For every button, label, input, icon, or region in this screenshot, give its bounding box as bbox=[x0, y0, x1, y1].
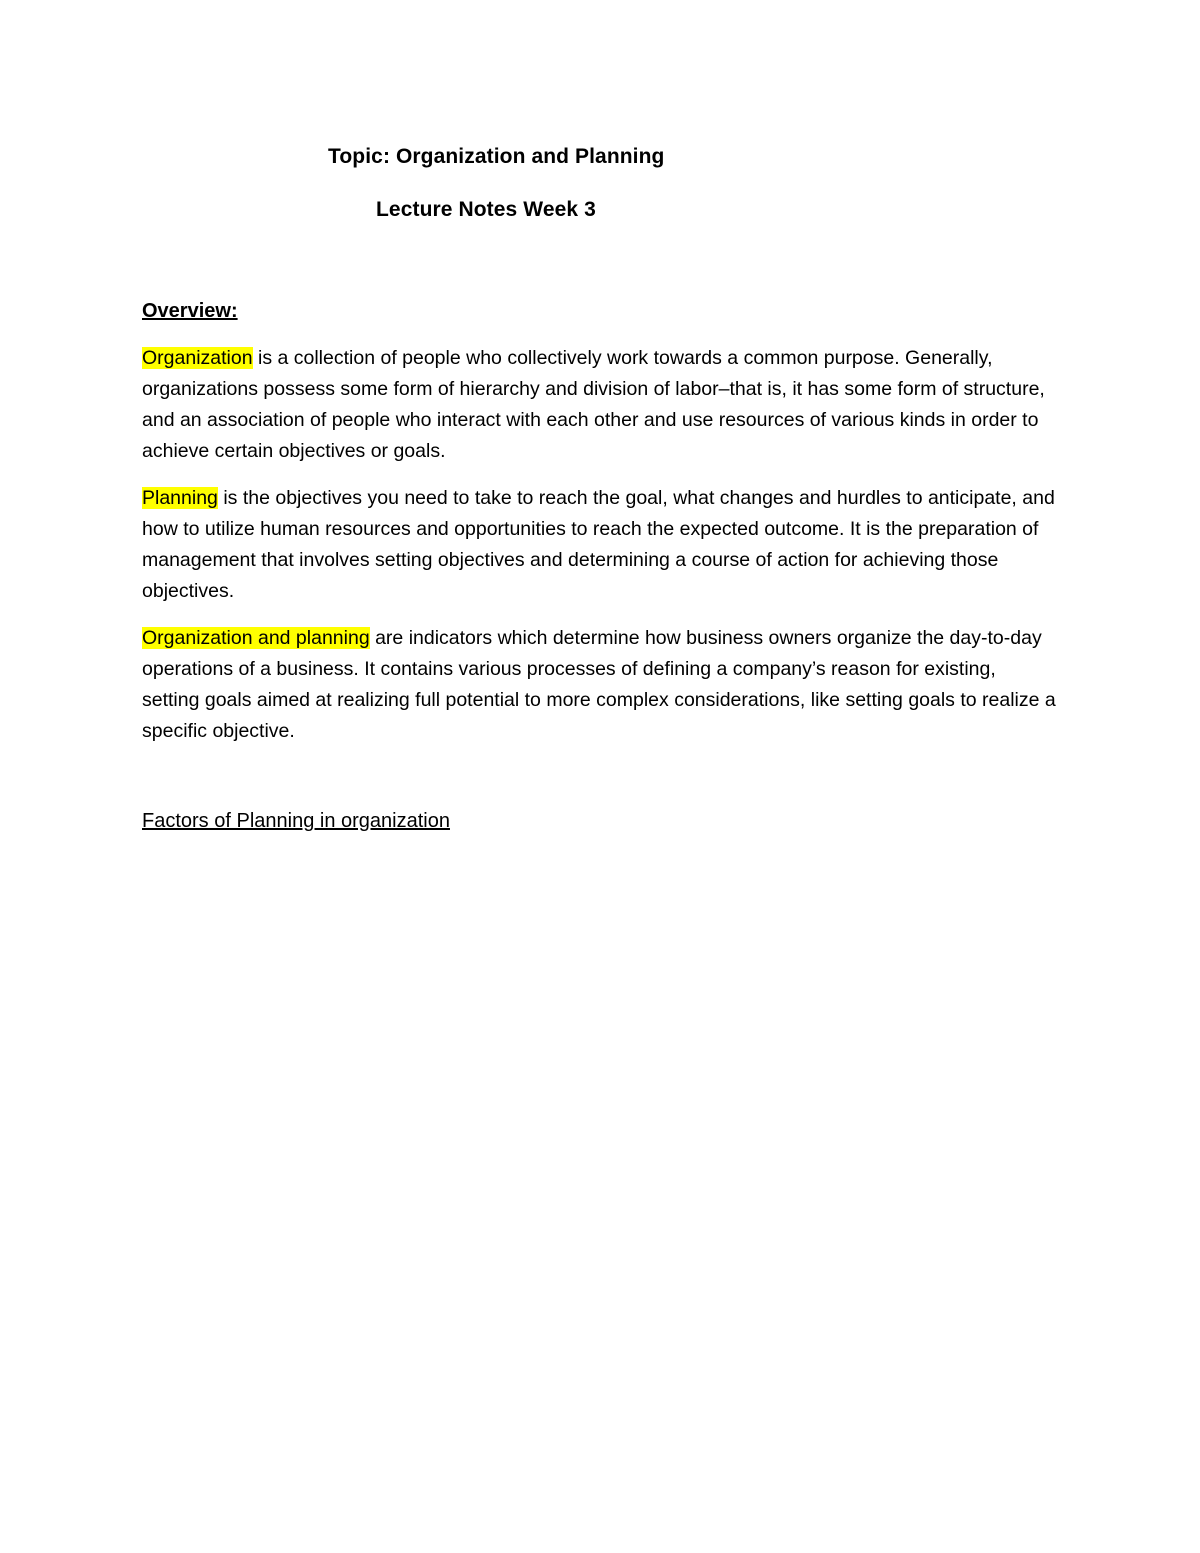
paragraph-organization bbox=[142, 343, 1057, 467]
document-title: Topic: Organization and Planning bbox=[328, 145, 665, 168]
highlighted-term: Organization bbox=[142, 347, 253, 369]
document-subtitle: Lecture Notes Week 3 bbox=[376, 198, 596, 221]
overview-heading: Overview: bbox=[142, 300, 238, 322]
paragraph-text: is a collection of people who collectively work towards a common purpose. Generally, organizations possess some form of hierarchy and division of labor–that is, it has some form of structure, and an association of people who interact with each other and use resources of various kinds in order to achieve certain objectives or goals. bbox=[142, 347, 1045, 462]
paragraph-text: is the objectives you need to take to reach the goal, what changes and hurdles to anticipate, and how to utilize human resources and opportunities to reach the expected outcome. It is the preparation of management that involves setting objectives and determining a course of action for achieving those objectives. bbox=[142, 487, 1055, 602]
highlighted-term: Planning bbox=[142, 487, 218, 509]
factors-heading: Factors of Planning in organization bbox=[142, 810, 450, 832]
paragraph-text: are indicators which determine how business owners organize the day-to-day operations of a business. It contains various processes of defining a company’s reason for existing, setting goals aimed at realizing full potential to more complex considerations, like setting goals to realize a specific objective. bbox=[142, 627, 1056, 742]
paragraph-organization-and-planning bbox=[142, 623, 1057, 747]
paragraph-planning bbox=[142, 483, 1057, 607]
highlighted-term: Organization and planning bbox=[142, 627, 370, 649]
